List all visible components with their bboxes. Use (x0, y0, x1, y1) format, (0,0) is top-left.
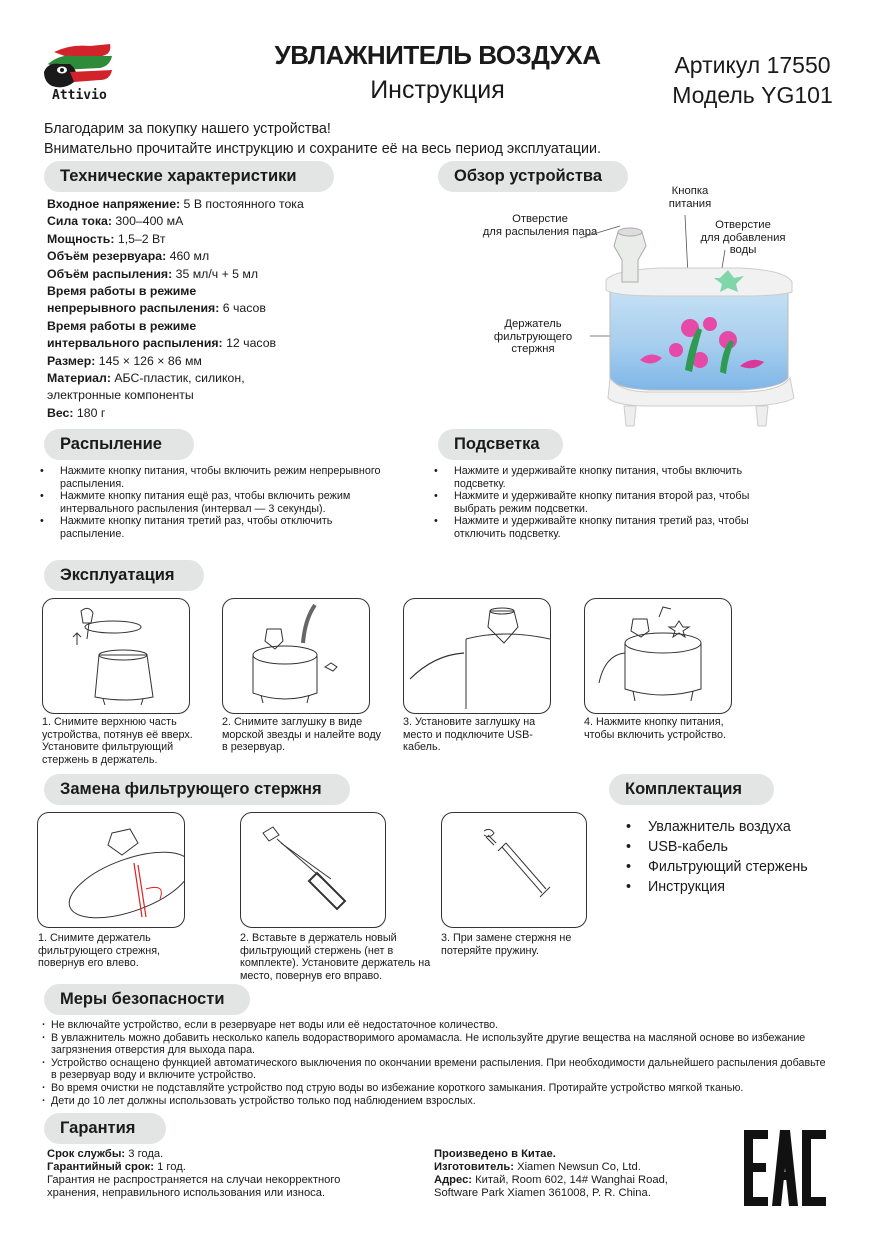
spec-label: Сила тока: (47, 214, 112, 229)
warranty-heading: Гарантия (44, 1113, 166, 1144)
spec-row (47, 283, 377, 300)
spec-row (47, 213, 377, 230)
specs-heading: Технические характеристики (44, 161, 334, 192)
spec-label: непрерывного распыления: (47, 301, 220, 316)
spec-label: Время работы в режиме (47, 318, 197, 333)
intro-text (44, 119, 601, 159)
warranty-term-value: 1 год. (153, 1161, 186, 1173)
list-item: · Не включайте устройство, если в резервуаре нет воды или её недостаточное количество. (42, 1019, 832, 1032)
light-list (434, 465, 779, 541)
spec-label: Материал: (47, 371, 111, 386)
callout-water-inlet: Отверстие для добавления воды (700, 219, 786, 257)
article-number: Артикул 17550 (674, 52, 831, 78)
list-item: • Нажмите и удерживайте кнопку питания, чтобы включить подсветку. (434, 465, 779, 490)
spec-label: Время работы в режиме (47, 284, 197, 299)
callout-power-button: Кнопка питания (668, 185, 712, 210)
spec-value: 145 × 126 × 86 мм (95, 353, 202, 368)
spec-label: Размер: (47, 353, 96, 368)
list-item: · В увлажнитель можно добавить несколько капель водорастворимого аромамасла. Не используйте другие вещества на масляной основе во избежание загрязнения отверстия для выхода пара. (42, 1032, 832, 1057)
spec-value: 300–400 мА (111, 214, 184, 229)
spec-row (47, 370, 377, 387)
callout-filter-holder: Держатель фильтрующего стержня (493, 318, 573, 356)
list-item: • Фильтрующий стержень (622, 857, 852, 877)
list-item: · Устройство оснащено функцией автоматического выключения по окончании времени распыления. При необходимости дальнейшего распыления добавьте в резервуар воду и включите устройство. (42, 1057, 832, 1082)
spec-value: 460 мл (166, 249, 210, 264)
spec-value: 1,5–2 Вт (114, 231, 166, 246)
list-item: • USB-кабель (622, 837, 852, 857)
spec-value: АБС-пластик, силикон, (110, 371, 245, 386)
device-illustration (580, 200, 810, 435)
spec-row (47, 248, 377, 265)
spec-row (47, 335, 377, 352)
list-item: • Нажмите кнопку питания третий раз, чтобы отключить распыление. (40, 515, 385, 540)
usage-step-2-image (222, 598, 370, 714)
list-item: · Дети до 10 лет должны использовать устройство только под наблюдением взрослых. (42, 1095, 832, 1108)
filter-step-2-caption: 2. Вставьте в держатель новый фильтрующий стержень (нет в комплекте). Установите держатель на место, повернув его вправо. (240, 932, 431, 982)
address-line-2: Software Park Xiamen 361008, P. R. China. (434, 1187, 651, 1199)
spec-label: Вес: (47, 405, 74, 420)
spec-row (47, 300, 377, 317)
spec-value: электронные компоненты (47, 388, 194, 403)
usage-step-3-caption: 3. Установите заглушку на место и подключите USB-кабель. (403, 716, 536, 754)
spec-value: 5 В постоянного тока (180, 197, 304, 211)
spec-row (47, 196, 377, 213)
list-item: · Во время очистки не подставляйте устройство под струю воды во избежание короткого замыкания. Протирайте устройство мягкой тканью. (42, 1082, 832, 1095)
kit-heading: Комплектация (609, 774, 774, 805)
spec-row (47, 405, 377, 422)
kit-list (622, 817, 852, 897)
spec-row (47, 387, 377, 404)
spray-list (40, 465, 385, 541)
list-item: • Нажмите кнопку питания, чтобы включить режим непрерывного распыления. (40, 465, 385, 490)
usage-step-4-caption: 4. Нажмите кнопку питания, чтобы включить устройство. (584, 716, 726, 741)
warranty-note: Гарантия не распространяется на случаи некорректного хранения, неправильного использования или износа. (47, 1174, 341, 1199)
filter-heading: Замена фильтрующего стержня (44, 774, 350, 805)
address-label: Адрес: (434, 1174, 473, 1186)
warranty-term-label: Гарантийный срок: (47, 1161, 154, 1173)
overview-heading: Обзор устройства (438, 161, 628, 192)
safety-heading: Меры безопасности (44, 984, 250, 1015)
page-title: УВЛАЖНИТЕЛЬ ВОЗДУХА (274, 40, 601, 70)
usage-step-4-image (584, 598, 732, 714)
spec-label: Входное напряжение: (47, 197, 181, 211)
light-heading: Подсветка (438, 429, 563, 460)
usage-step-1-image (42, 598, 190, 714)
warranty-life-label: Срок службы: (47, 1148, 126, 1160)
spec-value: 12 часов (222, 336, 277, 351)
spec-row (47, 318, 377, 335)
spec-label: Объём распыления: (47, 266, 173, 281)
specs-list (47, 196, 377, 422)
eac-logo-icon (744, 1128, 826, 1208)
list-item: • Инструкция (622, 877, 852, 897)
usage-step-1-caption: 1. Снимите верхнюю часть устройства, потянув её вверх. Установите фильтрующий стержень в держатель. (42, 716, 193, 766)
spec-value: 180 г (73, 405, 106, 420)
spray-heading: Распыление (44, 429, 194, 460)
brand-name: Attivio (52, 88, 107, 103)
model-number: Модель YG101 (672, 82, 833, 108)
maker-value: Xiamen Newsun Co, Ltd. (514, 1161, 641, 1173)
logo-face-icon (40, 42, 114, 92)
intro-line-2: Внимательно прочитайте инструкцию и сохраните её на весь период эксплуатации. (44, 141, 601, 157)
made-in: Произведено в Китае. (434, 1148, 556, 1160)
safety-list (42, 1019, 832, 1107)
usage-heading: Эксплуатация (44, 560, 204, 591)
brand-logo (40, 42, 114, 106)
filter-step-2-image (240, 812, 386, 928)
usage-step-2-caption: 2. Снимите заглушку в виде морской звезды и налейте воду в резервуар. (222, 716, 382, 754)
spec-row (47, 266, 377, 283)
spec-row (47, 231, 377, 248)
warranty-life-value: 3 года. (125, 1148, 164, 1160)
spec-row (47, 353, 377, 370)
callout-steam-outlet: Отверстие для распыления пара (482, 213, 598, 238)
warranty-text (47, 1148, 377, 1200)
eac-mark (744, 1128, 826, 1208)
filter-step-3-image (441, 812, 587, 928)
list-item: • Увлажнитель воздуха (622, 817, 852, 837)
page-subtitle: Инструкция (370, 76, 505, 104)
spec-label: Объём резервуара: (47, 249, 167, 264)
filter-step-1-image (37, 812, 185, 928)
filter-step-3-caption: 3. При замене стержня не потеряйте пружину. (441, 932, 572, 957)
manufacturer-info (434, 1148, 714, 1200)
filter-step-1-caption: 1. Снимите держатель фильтрующего стрежня, повернув его влево. (38, 932, 161, 970)
maker-label: Изготовитель: (434, 1161, 514, 1173)
address-value: Китай, Room 602, 14# Wanghai Road, (472, 1174, 668, 1186)
spec-label: Мощность: (47, 231, 115, 246)
intro-line-1: Благодарим за покупку нашего устройства! (44, 121, 331, 137)
list-item: • Нажмите и удерживайте кнопку питания второй раз, чтобы выбрать режим подсветки. (434, 490, 779, 515)
spec-value: 35 мл/ч + 5 мл (172, 266, 259, 281)
list-item: • Нажмите и удерживайте кнопку питания третий раз, чтобы отключить подсветку. (434, 515, 779, 540)
spec-label: интервального распыления: (47, 336, 223, 351)
spec-value: 6 часов (219, 301, 266, 316)
list-item: • Нажмите кнопку питания ещё раз, чтобы включить режим интервального распыления (интервал — 3 секунды). (40, 490, 385, 515)
usage-step-3-image (403, 598, 551, 714)
